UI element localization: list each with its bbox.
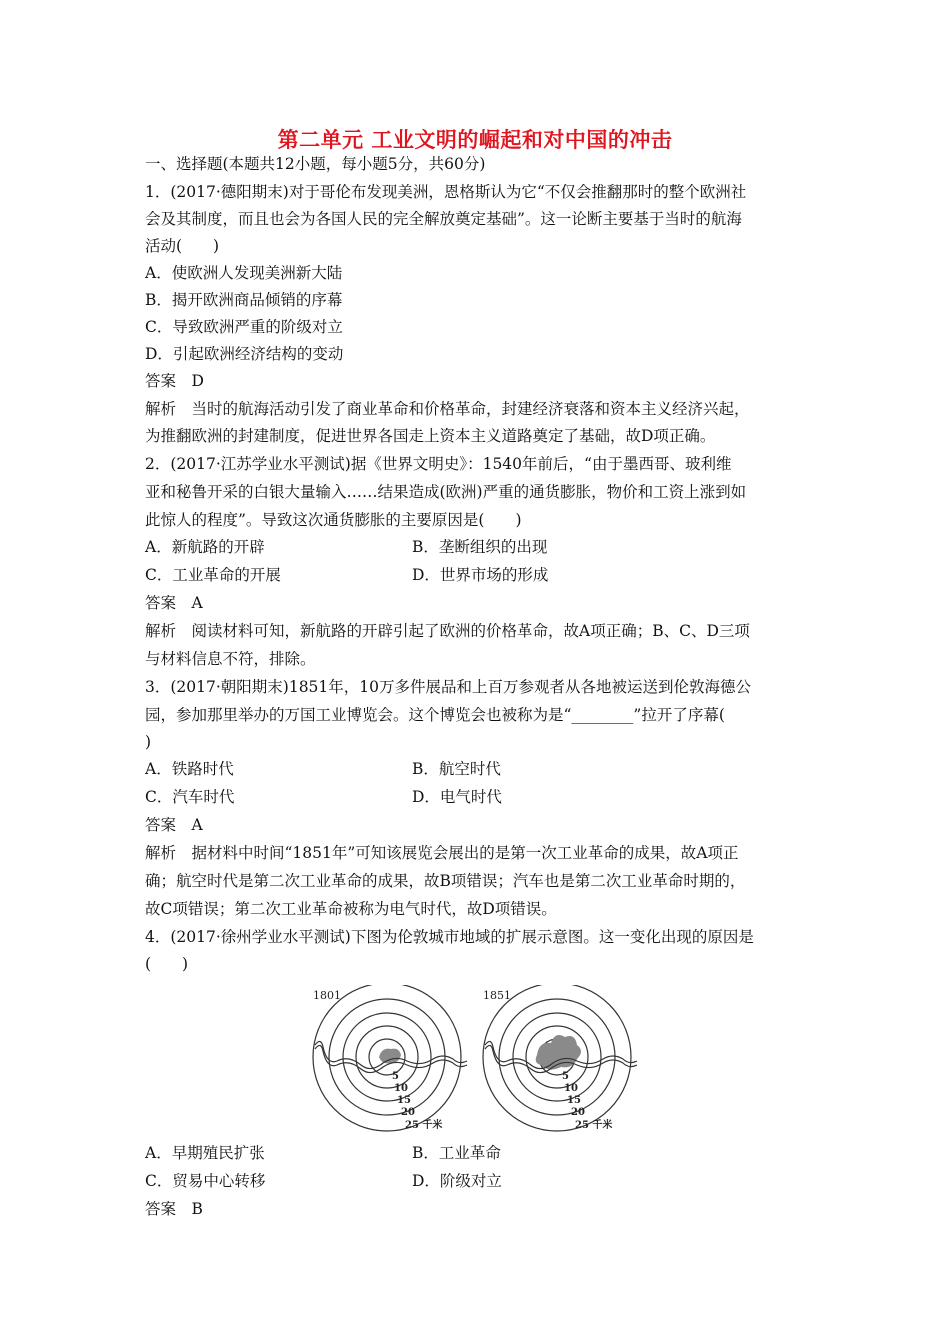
q4-options-row: [145, 1143, 815, 1163]
q1-stem-line: 活动( ): [145, 237, 220, 255]
q2-options-row: [145, 565, 815, 585]
q3-answer: 答案 A: [145, 816, 203, 834]
built-up-area-1801: [379, 1049, 401, 1064]
q4-stem-line: ( ): [145, 955, 189, 973]
q2-options-row: [145, 537, 815, 557]
q2-stem-line: 2．(2017·江苏学业水平测试)据《世界文明史》：1540年前后，“由于墨西哥、玻利维: [145, 455, 732, 473]
q3-options-row: [145, 787, 815, 807]
q2-option-a: A．新航路的开辟: [145, 538, 265, 556]
ring-label-25: 25 千米: [405, 1120, 443, 1131]
q3-option-d: D．电气时代: [412, 788, 502, 806]
q3-option-c: C．汽车时代: [145, 788, 235, 806]
q4-option-b: B．工业革命: [412, 1144, 501, 1162]
ring-label-5: 5: [562, 1071, 569, 1082]
ring-label-15: 15: [397, 1095, 411, 1106]
q1-stem-line: 会及其制度，而且也会为各国人民的完全解放奠定基础”。这一论断主要基于当时的航海: [145, 210, 742, 228]
q4-options-row: [145, 1171, 815, 1191]
ring-label-25: 25 千米: [575, 1120, 613, 1131]
q1-analysis-line: 解析 当时的航海活动引发了商业革命和价格革命，封建经济衰落和资本主义经济兴起，: [145, 400, 750, 418]
q3-options-row: [145, 759, 815, 779]
ring-label-10: 10: [564, 1083, 578, 1094]
q2-answer: 答案 A: [145, 594, 203, 612]
map-panel-1801: [313, 985, 467, 1131]
q3-stem-line: 3．(2017·朝阳期末)1851年，10万多件展品和上百万参观者从各地被运送到伦敦海德公: [145, 678, 752, 696]
q2-analysis-line: 解析 阅读材料可知，新航路的开辟引起了欧洲的价格革命，故A项正确；B、C、D三项: [145, 622, 750, 640]
ring-label-5: 5: [392, 1071, 399, 1082]
q3-option-b: B．航空时代: [412, 760, 501, 778]
q4-answer: 答案 B: [145, 1200, 203, 1218]
q1-option-b: B．揭开欧洲商品倾销的序幕: [145, 291, 343, 309]
q2-stem-line: 亚和秘鲁开采的白银大量输入……结果造成(欧洲)严重的通货膨胀，物价和工资上涨到如: [145, 483, 747, 501]
q3-stem-line: ): [145, 733, 152, 751]
q2-stem-line: 此惊人的程度”。导致这次通货膨胀的主要原因是( ): [145, 511, 522, 529]
q1-answer: 答案 D: [145, 372, 204, 390]
q3-option-a: A．铁路时代: [145, 760, 234, 778]
map-panel-1851: [483, 985, 637, 1131]
year-label-1801: 1801: [313, 989, 341, 1002]
q2-option-c: C．工业革命的开展: [145, 566, 281, 584]
q3-analysis-line: 确；航空时代是第二次工业革命的成果，故B项错误；汽车也是第二次工业革命时期的，: [145, 872, 746, 890]
q2-option-d: D．世界市场的形成: [412, 566, 549, 584]
q3-stem-line: 园，参加那里举办的万国工业博览会。这个博览会也被称为是“________”拉开了序幕(: [145, 706, 725, 724]
q1-option-d: D．引起欧洲经济结构的变动: [145, 345, 344, 363]
q4-option-c: C．贸易中心转移: [145, 1172, 266, 1190]
q4-option-d: D．阶级对立: [412, 1172, 502, 1190]
section-heading: 一、选择题(本题共12小题，每小题5分，共60分): [145, 155, 486, 173]
q3-analysis-line: 解析 据材料中时间“1851年”可知该展览会展出的是第一次工业革命的成果，故A项正: [145, 844, 739, 862]
q1-option-a: A．使欧洲人发现美洲新大陆: [145, 264, 343, 282]
ring-label-15: 15: [567, 1095, 581, 1106]
ring-label-20: 20: [571, 1107, 585, 1118]
q3-analysis-line: 故C项错误；第二次工业革命被称为电气时代，故D项错误。: [145, 900, 557, 918]
q1-option-c: C．导致欧洲严重的阶级对立: [145, 318, 343, 336]
ring-label-20: 20: [401, 1107, 415, 1118]
q1-analysis-line: 为推翻欧洲的封建制度，促进世界各国走上资本主义道路奠定了基础，故D项正确。: [145, 427, 716, 445]
year-label-1851: 1851: [483, 989, 511, 1002]
q1-stem-line: 1．(2017·德阳期末)对于哥伦布发现美洲，恩格斯认为它“不仅会推翻那时的整个欧洲社: [145, 183, 747, 201]
q2-analysis-line: 与材料信息不符，排除。: [145, 650, 316, 668]
ring-label-10: 10: [394, 1083, 408, 1094]
london-expansion-map: [305, 985, 645, 1135]
q2-option-b: B．垄断组织的出现: [412, 538, 548, 556]
q4-stem-line: 4．(2017·徐州学业水平测试)下图为伦敦城市地域的扩展示意图。这一变化出现的原因是: [145, 928, 754, 946]
q4-option-a: A．早期殖民扩张: [145, 1144, 265, 1162]
unit-title: 第二单元 工业文明的崛起和对中国的冲击: [277, 128, 673, 152]
